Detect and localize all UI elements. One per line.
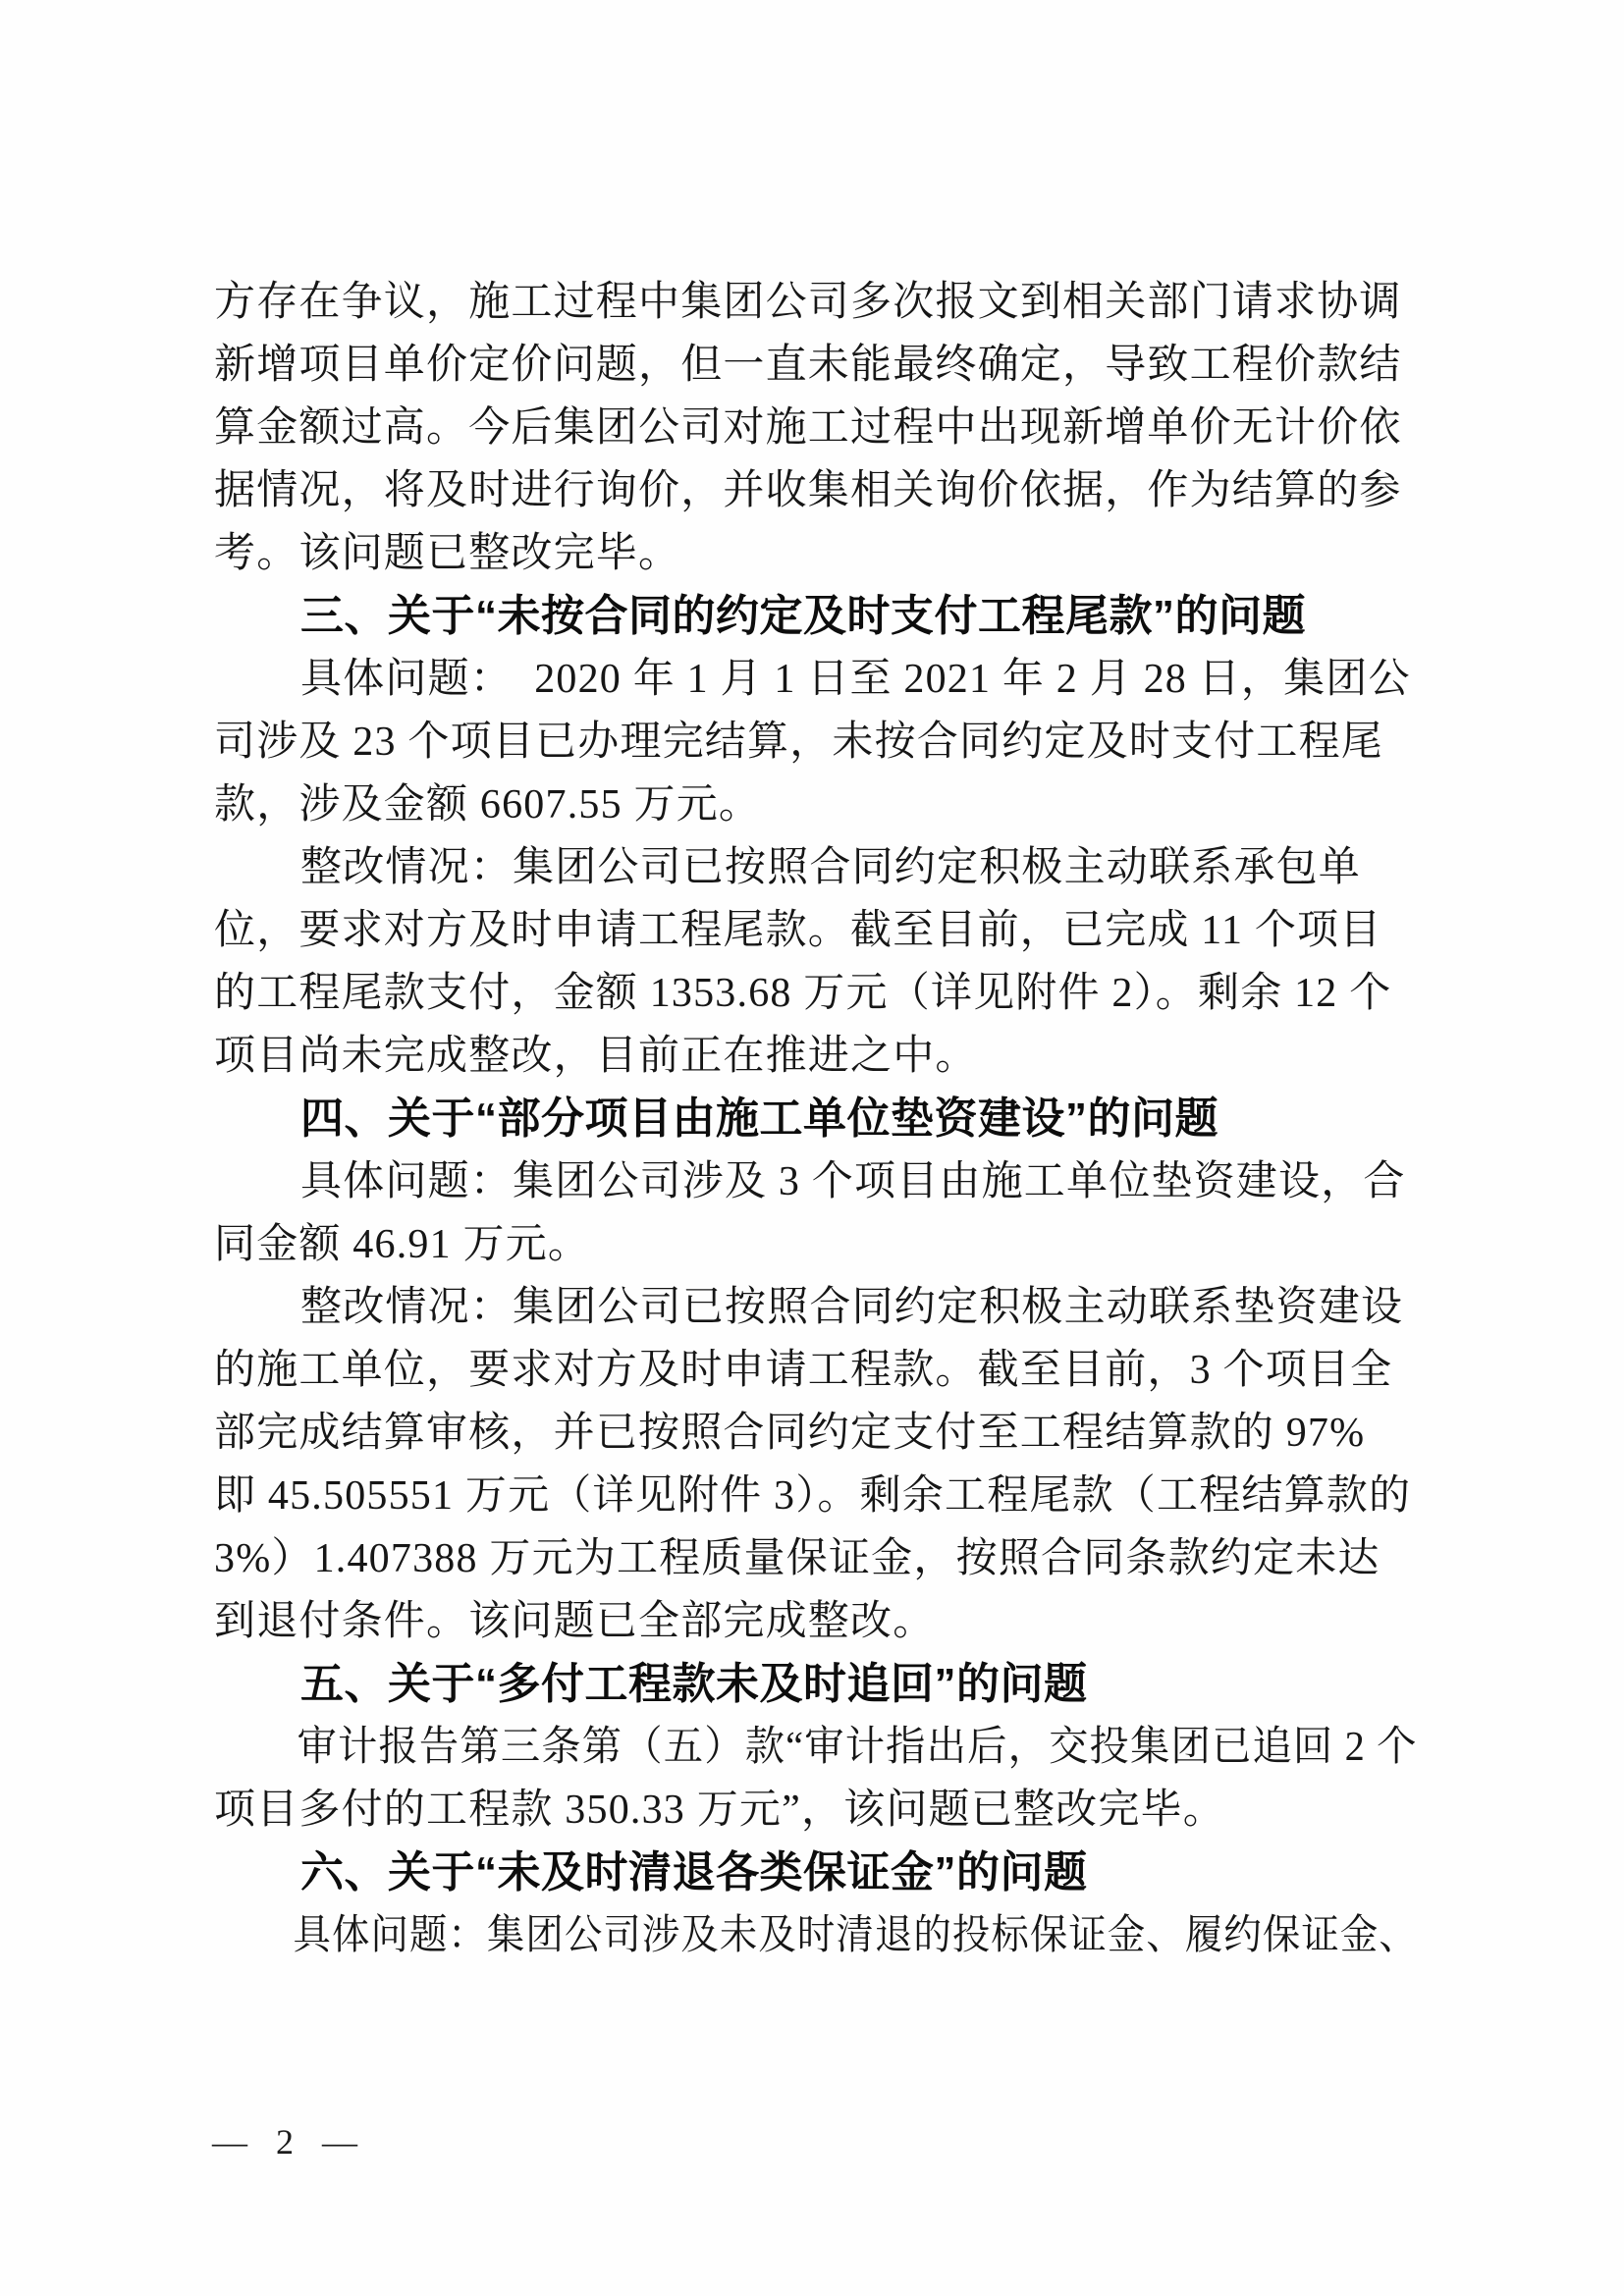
text-line: 具体问题：集团公司涉及 3 个项目由施工单位垫资建设，合	[300, 1159, 1406, 1204]
section-heading: 五、关于“多付工程款未及时追回”的问题	[300, 1660, 1088, 1708]
text-line: 算金额过高。今后集团公司对施工过程中出现新增单价无计价依	[214, 405, 1402, 451]
text-line: 部完成结算审核，并已按照合同约定支付至工程结算款的 97%	[214, 1411, 1366, 1456]
section-heading: 四、关于“部分项目由施工单位垫资建设”的问题	[300, 1095, 1218, 1143]
text-line: 据情况，将及时进行询价，并收集相关询价依据，作为结算的参	[214, 468, 1402, 513]
document-text-block	[214, 271, 1418, 1967]
text-line: 的施工单位，要求对方及时申请工程款。截至目前，3 个项目全	[214, 1348, 1393, 1393]
text-line: 方存在争议，施工过程中集团公司多次报文到相关部门请求协调	[214, 280, 1402, 325]
text-line: 项目尚未完成整改，目前正在推进之中。	[214, 1034, 978, 1079]
text-line: 司涉及 23 个项目已办理完结算，未按合同约定及时支付工程尾	[214, 720, 1384, 765]
text-line: 整改情况：集团公司已按照合同约定积极主动联系垫资建设	[300, 1285, 1404, 1330]
text-line: 位，要求对方及时申请工程尾款。截至目前，已完成 11 个项目	[214, 908, 1382, 953]
text-line: 即 45.505551 万元（详见附件 3）。剩余工程尾款（工程结算款的	[214, 1473, 1412, 1519]
page-number: — 2 —	[212, 2122, 367, 2162]
text-line: 考。该问题已整改完毕。	[214, 531, 681, 576]
text-line: 到退付条件。该问题已全部完成整改。	[214, 1599, 936, 1644]
text-line: 3%）1.407388 万元为工程质量保证金，按照合同条款约定未达	[214, 1536, 1380, 1581]
section-heading: 三、关于“未按合同的约定及时支付工程尾款”的问题	[300, 592, 1306, 640]
text-line: 具体问题： 2020 年 1 月 1 日至 2021 年 2 月 28 日，集团公	[300, 657, 1411, 702]
text-line: 审计报告第三条第（五）款“审计指出后，交投集团已追回 2 个	[297, 1725, 1418, 1770]
text-line: 款，涉及金额 6607.55 万元。	[214, 782, 762, 828]
text-line: 的工程尾款支付，金额 1353.68 万元（详见附件 2）。剩余 12 个	[214, 971, 1392, 1016]
text-line: 新增项目单价定价问题，但一直未能最终确定，导致工程价款结	[214, 343, 1402, 388]
text-line: 项目多付的工程款 350.33 万元”，该问题已整改完毕。	[214, 1788, 1225, 1833]
text-line: 具体问题：集团公司涉及未及时清退的投标保证金、履约保证金、	[293, 1913, 1418, 1958]
text-line: 整改情况：集团公司已按照合同约定积极主动联系承包单	[300, 845, 1362, 890]
section-heading: 六、关于“未及时清退各类保证金”的问题	[300, 1848, 1088, 1896]
text-line: 同金额 46.91 万元。	[214, 1222, 591, 1267]
